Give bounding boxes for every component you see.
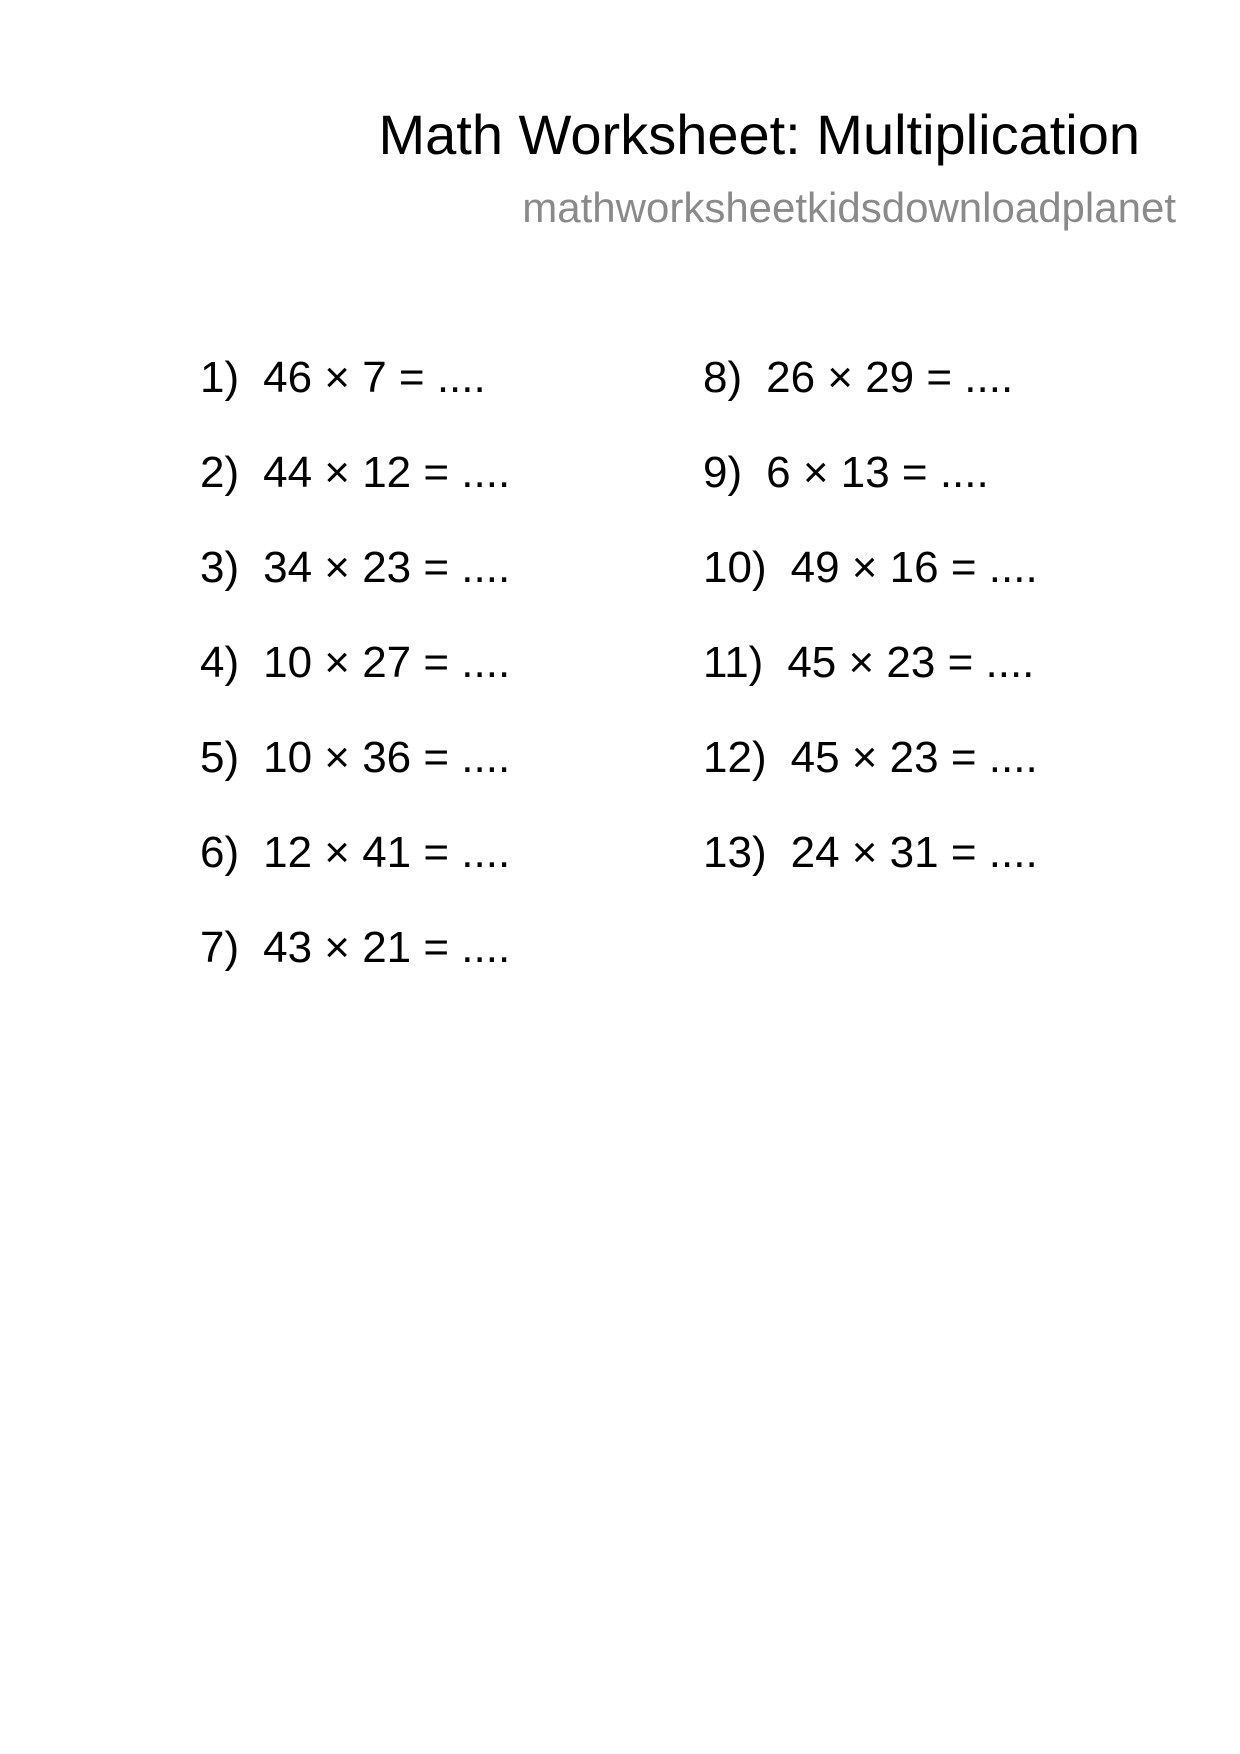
problem-number: 7) (200, 923, 240, 972)
problem-item (703, 350, 1038, 445)
problem-number: 3) (200, 543, 240, 592)
problem-expression: 44 × 12 = .... (263, 448, 511, 497)
problem-item (703, 635, 1038, 730)
problem-expression: 43 × 21 = .... (263, 923, 511, 972)
problem-number: 5) (200, 733, 240, 782)
problem-item (200, 540, 510, 635)
problem-expression: 34 × 23 = .... (263, 543, 511, 592)
problem-expression: 10 × 36 = .... (263, 733, 511, 782)
problem-number: 12) (703, 733, 767, 782)
problem-number: 4) (200, 638, 240, 687)
problem-item (200, 730, 510, 825)
worksheet-title: Math Worksheet: Multiplication (378, 103, 1140, 166)
problem-number: 8) (703, 353, 743, 402)
problem-item (200, 350, 510, 445)
problem-item (703, 445, 1038, 540)
problem-item (200, 920, 510, 1015)
problem-expression: 45 × 23 = .... (790, 733, 1038, 782)
problem-item (200, 445, 510, 540)
problem-expression: 12 × 41 = .... (263, 828, 511, 877)
worksheet-subtitle: mathworksheetkidsdownloadplanet (522, 184, 1176, 231)
problem-number: 13) (703, 828, 767, 877)
problem-number: 9) (703, 448, 743, 497)
problem-expression: 6 × 13 = .... (766, 448, 989, 497)
problem-expression: 26 × 29 = .... (766, 353, 1014, 402)
problem-expression: 24 × 31 = .... (790, 828, 1038, 877)
problem-number: 2) (200, 448, 240, 497)
problem-item (200, 635, 510, 730)
problem-item (703, 825, 1038, 920)
problem-item (703, 540, 1038, 635)
problem-item (200, 825, 510, 920)
problem-expression: 49 × 16 = .... (790, 543, 1038, 592)
problem-number: 10) (703, 543, 767, 592)
problem-expression: 10 × 27 = .... (263, 638, 511, 687)
problem-list-right (703, 350, 1038, 920)
problem-number: 1) (200, 353, 240, 402)
problem-item (703, 730, 1038, 825)
problem-number: 6) (200, 828, 240, 877)
problem-expression: 46 × 7 = .... (263, 353, 486, 402)
problem-number: 11) (703, 638, 764, 687)
problem-expression: 45 × 23 = .... (787, 638, 1035, 687)
problem-list-left (200, 350, 510, 1015)
